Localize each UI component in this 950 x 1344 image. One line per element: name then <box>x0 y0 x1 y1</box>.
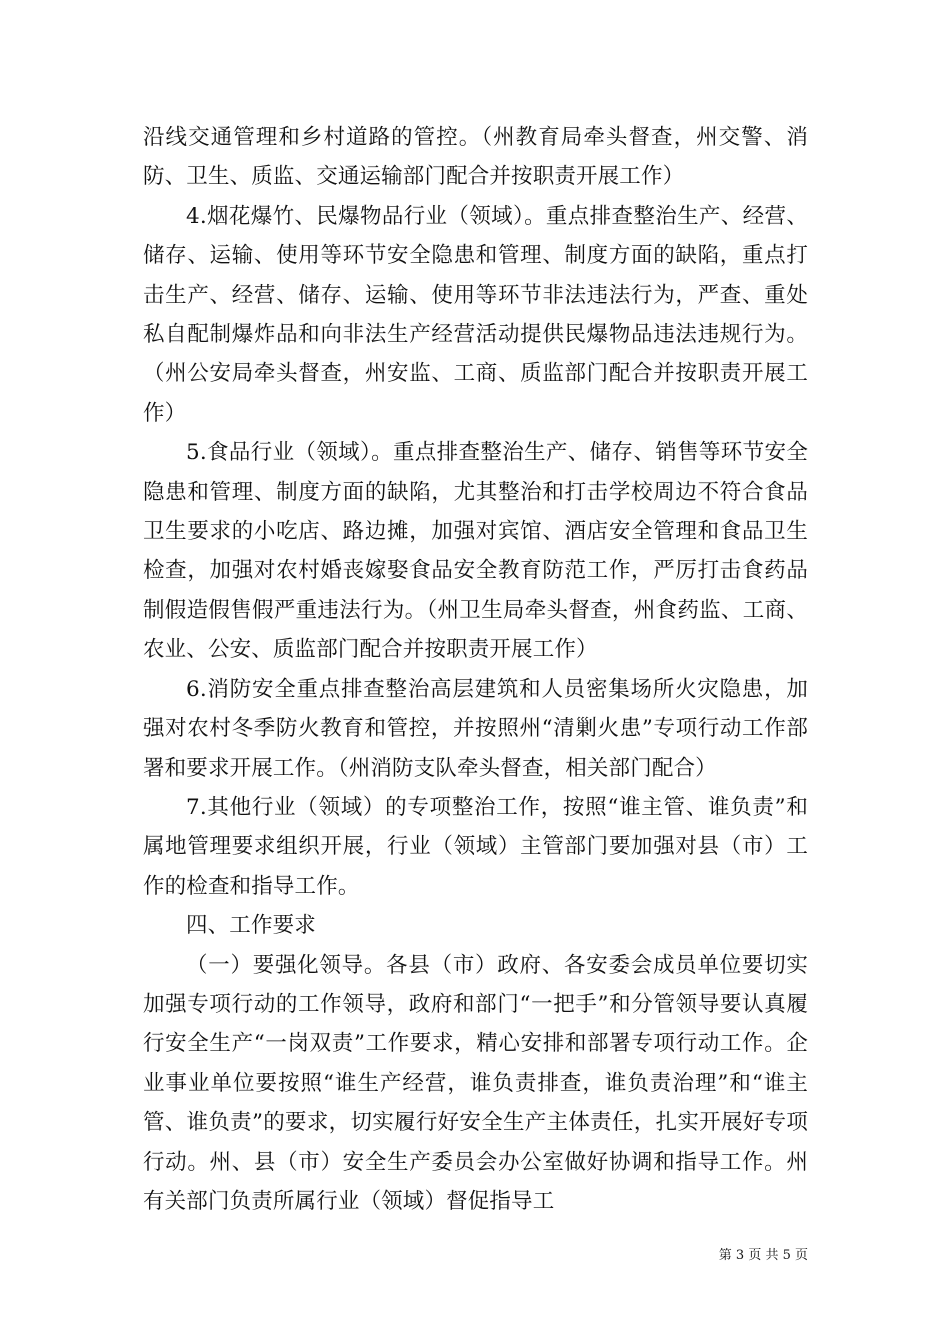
paragraph-fire-safety: 6.消防安全重点排查整治高层建筑和人员密集场所火灾隐患，加强对农村冬季防火教育和管控，并按照州“清剿火患”专项行动工作部署和要求开展工作。（州消防支队牵头督查，相关部门配合） <box>143 676 808 781</box>
document-body <box>143 118 808 1221</box>
paragraph-continuation: 沿线交通管理和乡村道路的管控。（州教育局牵头督查，州交警、消防、卫生、质监、交通运输部门配合并按职责开展工作） <box>143 125 808 190</box>
paragraph-food-industry: 5.食品行业（领域）。重点排查整治生产、储存、销售等环节安全隐患和管理、制度方面的缺陷，尤其整治和打击学校周边不符合食品卫生要求的小吃店、路边摊，加强对宾馆、酒店安全管理和食品卫生检查，加强对农村婚丧嫁娶食品安全教育防范工作，严厉打击食药品制假造假售假严重违法行为。（州卫生局牵头督查，州食药监、工商、农业、公安、质监部门配合并按职责开展工作） <box>143 440 808 663</box>
section-heading-work-requirements: 四、工作要求 <box>186 913 316 939</box>
paragraph-other-industries: 7.其他行业（领域）的专项整治工作，按照“谁主管、谁负责”和属地管理要求组织开展，行业（领域）主管部门要加强对县（市）工作的检查和指导工作。 <box>143 794 808 899</box>
paragraph-fireworks-explosives: 4.烟花爆竹、民爆物品行业（领域）。重点排查整治生产、经营、储存、运输、使用等环节安全隐患和管理、制度方面的缺陷，重点打击生产、经营、储存、运输、使用等环节非法违法行为，严查、重处私自配制爆炸品和向非法生产经营活动提供民爆物品违法违规行为。（州公安局牵头督查，州安监、工商、质监部门配合并按职责开展工作） <box>143 203 808 426</box>
paragraph-strengthen-leadership: （一）要强化领导。各县（市）政府、各安委会成员单位要切实加强专项行动的工作领导，政府和部门“一把手”和分管领导要认真履行安全生产“一岗双责”工作要求，精心安排和部署专项行动工作。企业事业单位要按照“谁生产经营，谁负责排查，谁负责治理”和“谁主管、谁负责”的要求，切实履行好安全生产主体责任，扎实开展好专项行动。州、县（市）安全生产委员会办公室做好协调和指导工作。州有关部门负责所属行业（领域）督促指导工 <box>143 952 808 1214</box>
page-number-footer: 第 3 页 共 5 页 <box>718 1248 808 1263</box>
